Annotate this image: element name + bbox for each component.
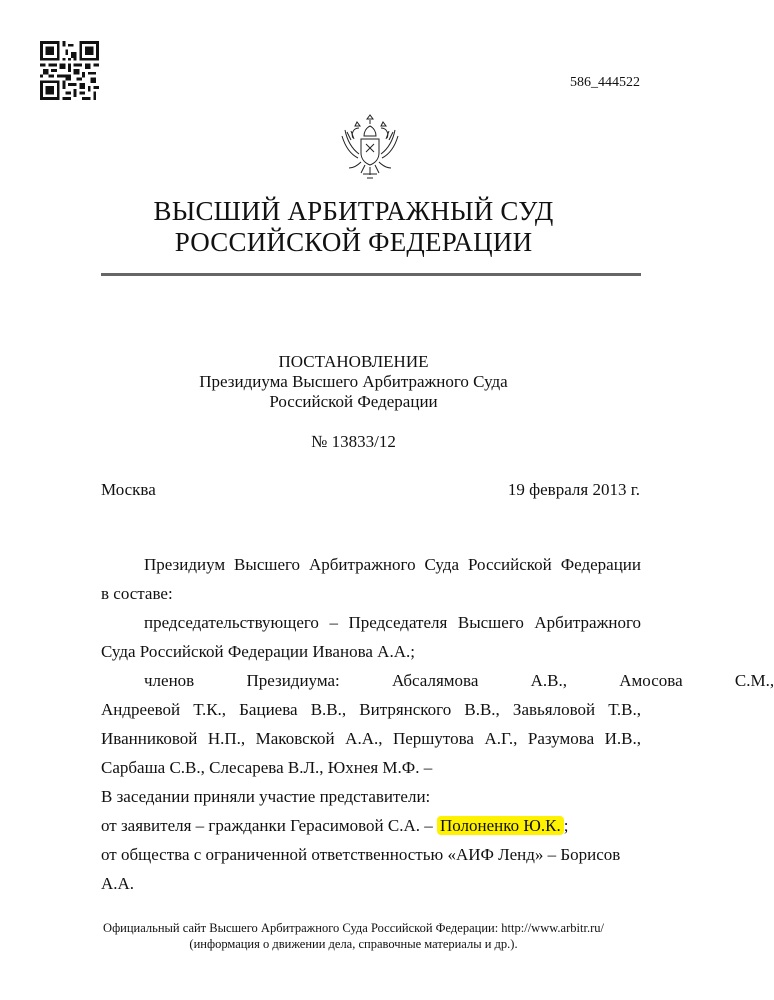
decree-number: № 13833/12: [311, 432, 396, 451]
decree-heading: [0, 352, 707, 412]
footer-line-2: (информация о движении дела, справочные материалы и др.).: [189, 937, 518, 951]
date: 19 февраля 2013 г.: [507, 480, 640, 499]
decree-subtitle-2: Российской Федерации: [269, 392, 438, 411]
body-line: Президиум Высшего Арбитражного Суда Российской Федерации: [144, 555, 641, 574]
header-divider: [101, 273, 641, 276]
decree-body: [101, 550, 774, 898]
body-line: в составе:: [101, 584, 173, 603]
court-name: [0, 196, 707, 258]
body-line: Сарбаша С.В., Слесарева В.Л., Юхнея М.Ф. –: [101, 758, 433, 777]
body-line: Андреевой Т.К., Бациева В.В., Витрянского В.В., Завьяловой Т.В.,: [101, 700, 641, 719]
decree-title: ПОСТАНОВЛЕНИЕ: [278, 352, 429, 371]
city: Москва: [101, 480, 156, 499]
russian-coat-of-arms-icon: [337, 112, 403, 182]
court-name-line-2: РОССИЙСКОЙ ФЕДЕРАЦИИ: [174, 227, 533, 257]
highlighted-name: Полоненко Ю.К.: [437, 816, 564, 835]
body-line: председательствующего – Председателя Высшего Арбитражного: [144, 613, 641, 632]
document-id: 586_444522: [570, 75, 640, 90]
decree-subtitle-1: Президиума Высшего Арбитражного Суда: [199, 372, 508, 391]
qr-code-icon: [40, 41, 99, 100]
body-line: членов Президиума: Абсалямова А.В., Амосова С.М.,: [144, 671, 774, 690]
body-line: [101, 811, 641, 840]
body-line: А.А.: [101, 874, 135, 893]
body-line: от общества с ограниченной ответственностью «АИФ Ленд» – Борисов: [101, 845, 621, 864]
body-text: от заявителя – гражданки Герасимовой С.А. –: [101, 816, 437, 835]
footer: [0, 920, 707, 952]
body-line: В заседании приняли участие представители:: [101, 787, 431, 806]
footer-line-1: Официальный сайт Высшего Арбитражного Суда Российской Федерации: http://www.arbitr.ru/: [103, 921, 604, 935]
body-line: Суда Российской Федерации Иванова А.А.;: [101, 642, 415, 661]
body-line: Иванниковой Н.П., Маковской А.А., Першутова А.Г., Разумова И.В.,: [101, 729, 641, 748]
court-name-line-1: ВЫСШИЙ АРБИТРАЖНЫЙ СУД: [153, 196, 554, 226]
body-text: ;: [563, 816, 569, 835]
